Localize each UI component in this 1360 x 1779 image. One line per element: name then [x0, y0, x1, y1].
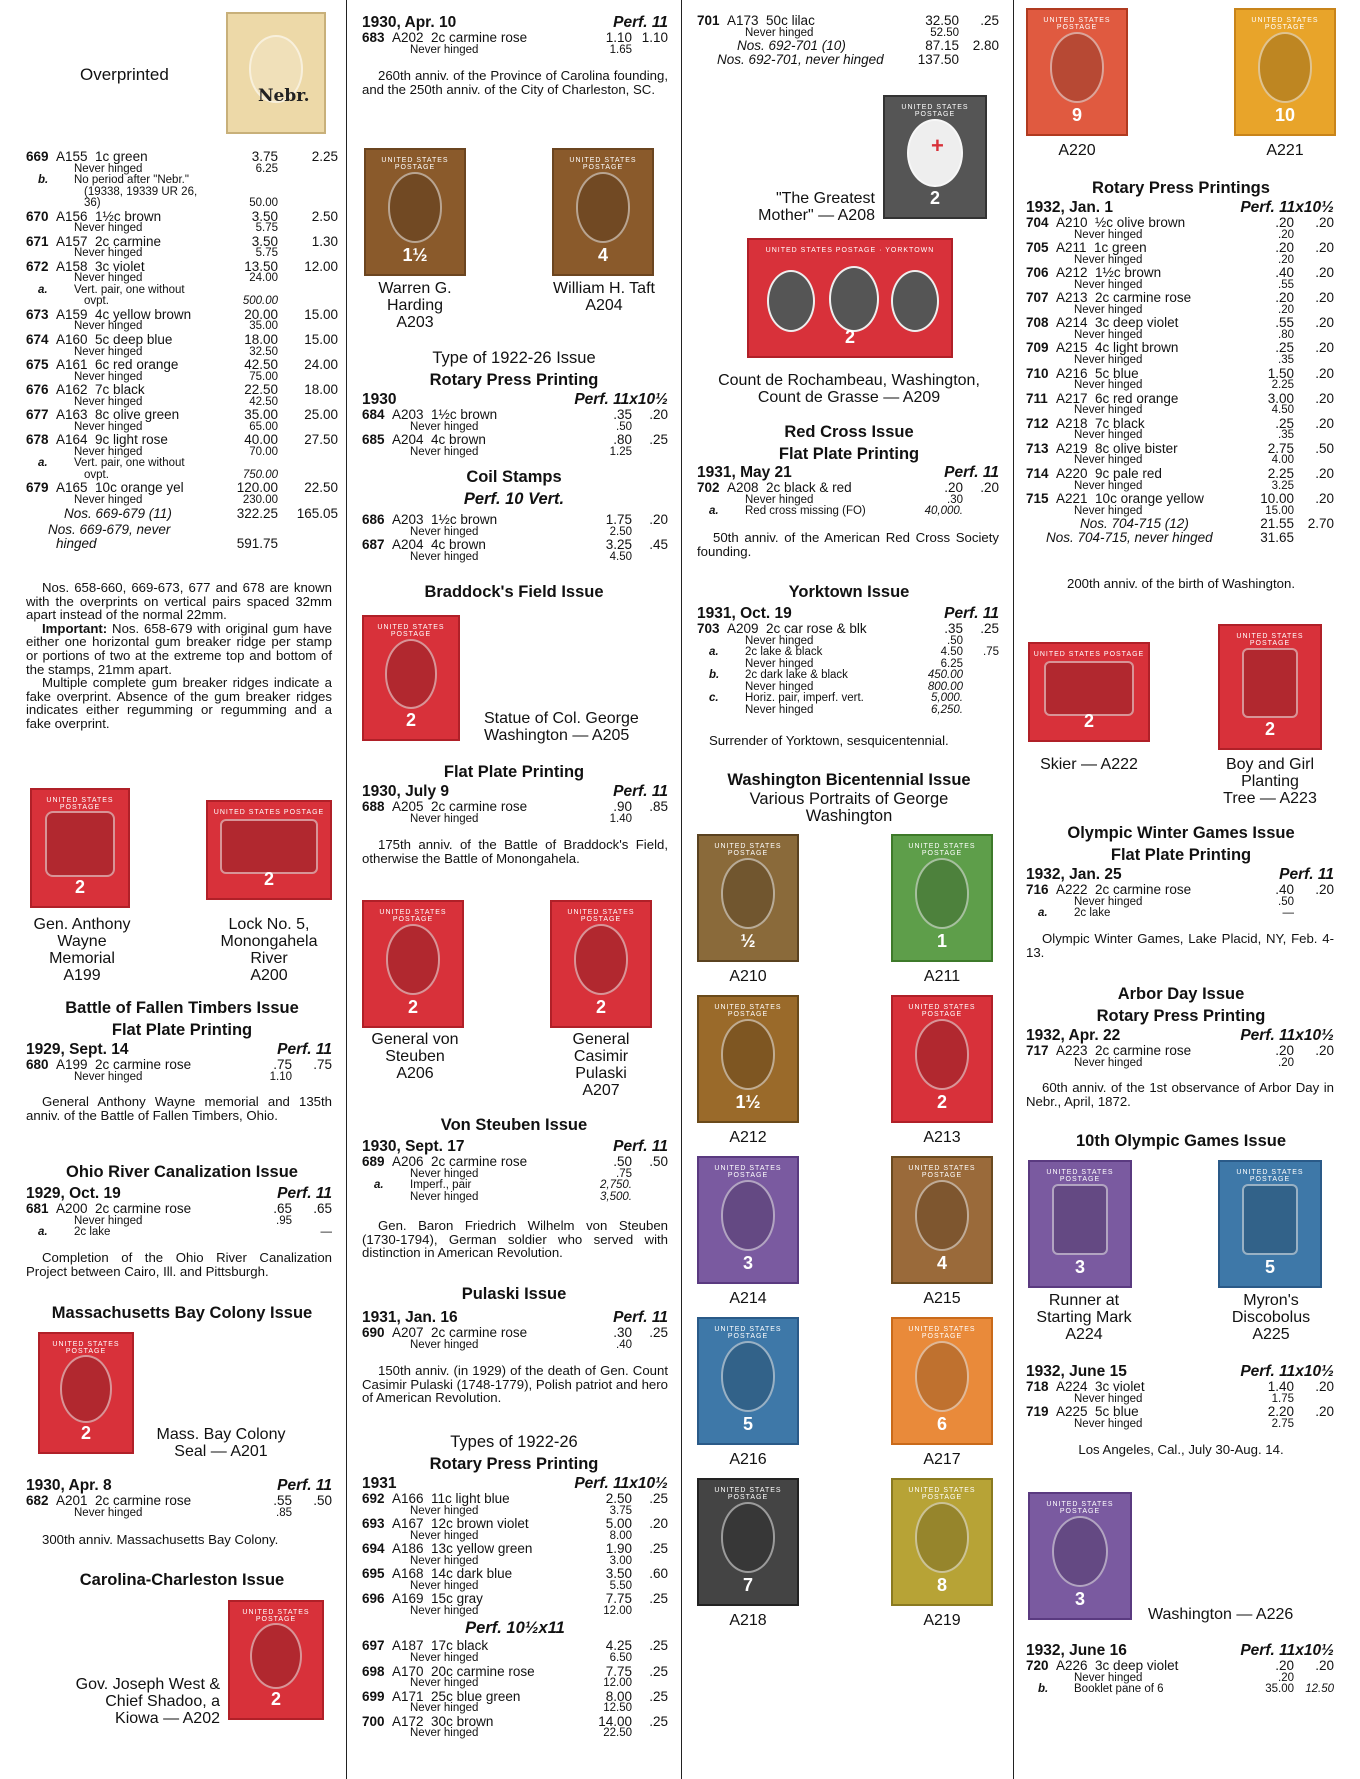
never-hinged-row: Never hinged .35	[1074, 429, 1294, 442]
note-716: Olympic Winter Games, Lake Placid, NY, Feb. 4-13.	[1026, 931, 1334, 960]
stamp-a201: UNITED STATES POSTAGE 2	[38, 1332, 134, 1454]
section-title: Type of 1922-26 Issue	[432, 349, 596, 367]
label-a220: A220	[1058, 142, 1096, 159]
caption-a222: Skier — A222	[1040, 756, 1138, 773]
caption-a202: Gov. Joseph West & Chief Shadoo, a Kiowa — A202	[75, 1676, 220, 1727]
stamp-a212: UNITED STATES POSTAGE 1½	[697, 995, 799, 1123]
stamp-a225: UNITED STATES POSTAGE 5	[1218, 1160, 1322, 1288]
stamp-a222: UNITED STATES POSTAGE 2	[1028, 642, 1150, 742]
caption-a207: General Casimir Pulaski A207	[572, 1031, 630, 1099]
column-3	[693, 0, 1005, 1779]
column-2	[358, 0, 670, 1779]
section-title: Von Steuben Issue	[440, 1116, 588, 1134]
section-title: Massachusetts Bay Colony Issue	[51, 1304, 313, 1322]
section-title: Carolina-Charleston Issue	[79, 1571, 285, 1589]
listing-row: 713 A219 8c olive bister 2.75 .50	[1026, 440, 1334, 456]
note-719: Los Angeles, Cal., July 30-Aug. 14.	[1078, 1442, 1284, 1457]
stamp-a210: UNITED STATES POSTAGE ½	[697, 834, 799, 962]
note-703: Surrender of Yorktown, sesquicentennial.	[709, 733, 949, 748]
note-683: 260th anniv. of the Province of Carolina founding, and the 250th anniv. of the City of Charleston, SC.	[362, 68, 668, 97]
never-hinged-row: Never hinged 2.25	[1074, 379, 1294, 392]
listing-692-700: 1931 Perf. 11x10½ 692 A166 11c light blue 2.50 .25 Never hinged 3.75 693 A167 12c brown violet 5.00 .20 Never hinged 8.00 694 A186 13c yellow green 1.90 .25 Never hinged 3.00 695 A168 14c dark blue 3.50 .60 Never hinged 5.50 696 A169 15c gray 7.75 .25 Never hinged 12.00 Perf. 10½x11 697 A187 17c black 4.25 .25 Never hinged 6.50 698 A170 20c carmine rose 7.75 .25 Never hinged 12.00 699 A171 25c blue green 8.00 .25 Never hinged 12.50 700 A172 30c brown 14.00 .25 Never hinged 22.50	[362, 1475, 668, 1740]
label-a216: A216	[729, 1451, 767, 1468]
stamp-a203: UNITED STATES POSTAGE 1½	[364, 148, 466, 276]
listing-row: 706 A212 1½c brown .40 .20	[1026, 265, 1334, 281]
listing-row: 670 A156 1½c brown 3.50 2.50	[26, 208, 338, 224]
never-hinged-row: Never hinged 4.50	[1074, 404, 1294, 417]
stamp-a220: UNITED STATES POSTAGE 9	[1026, 8, 1128, 136]
never-hinged-row: Never hinged .20	[1074, 303, 1294, 316]
printing-title: Flat Plate Printing	[443, 763, 585, 781]
listing-row: 676 A162 7c black 22.50 18.00	[26, 382, 338, 398]
section-title: 10th Olympic Games Issue	[1075, 1132, 1286, 1150]
listing-row: 678 A164 9c light rose 40.00 27.50	[26, 432, 338, 448]
printing-title: Flat Plate Printing	[1110, 846, 1252, 864]
never-hinged-row: Never hinged 4.00	[1074, 454, 1294, 467]
column-1	[26, 0, 338, 1779]
section-title: Washington Bicentennial Issue	[727, 771, 971, 789]
stamp-a207: UNITED STATES POSTAGE 2	[550, 900, 652, 1028]
label-a218: A218	[729, 1612, 767, 1629]
caption-a225: Myron's Discobolus A225	[1231, 1292, 1311, 1343]
stamp-a200: UNITED STATES POSTAGE 2	[206, 800, 332, 900]
label-a212: A212	[729, 1129, 767, 1146]
listing-row: 705 A211 1c green .20 .20	[1026, 240, 1334, 256]
stamp-a211: UNITED STATES POSTAGE 1	[891, 834, 993, 962]
printing-title: Flat Plate Printing	[111, 1021, 253, 1039]
stamp-a218: UNITED STATES POSTAGE 7	[697, 1478, 799, 1606]
label-a221: A221	[1266, 142, 1304, 159]
caption-a199: Gen. Anthony Wayne Memorial A199	[33, 916, 131, 984]
never-hinged-row: Never hinged .35	[1074, 354, 1294, 367]
section-title: Red Cross Issue	[784, 423, 914, 441]
listing-row: 712 A218 7c black .25 .20	[1026, 415, 1334, 431]
listing-row: 714 A220 9c pale red 2.25 .20	[1026, 465, 1334, 481]
stamp-a213: UNITED STATES POSTAGE 2	[891, 995, 993, 1123]
nebr-overprint-text: Nebr.	[258, 86, 310, 106]
stamp-a219: UNITED STATES POSTAGE 8	[891, 1478, 993, 1606]
section-title: Braddock's Field Issue	[424, 583, 604, 601]
printing-title: Rotary Press Printing	[429, 1455, 599, 1473]
listing-row: 709 A215 4c light brown .25 .20	[1026, 340, 1334, 356]
printing-title: Rotary Press Printing	[1096, 1007, 1266, 1025]
never-hinged-row: Never hinged 15.00	[1074, 504, 1294, 517]
stamp-a204: UNITED STATES POSTAGE 4	[552, 148, 654, 276]
printing-title: Rotary Press Printings	[1092, 179, 1270, 197]
listing-720: 1932, June 16 Perf. 11x10½ 720 A226 3c deep violet .20 .20 Never hinged .20 b. Booklet pane of 6 35.00 12.50	[1026, 1642, 1334, 1696]
listing-row: 704 A210 ½c olive brown .20 .20	[1026, 215, 1334, 230]
label-a215: A215	[923, 1290, 961, 1307]
stamp-a208: UNITED STATES POSTAGE + 2	[883, 95, 987, 219]
listing-717: 1932, Apr. 22 Perf. 11x10½ 717 A223 2c carmine rose .20 .20 Never hinged .20	[1026, 1027, 1334, 1069]
stamp-a206: UNITED STATES POSTAGE 2	[362, 900, 464, 1028]
note-681: Completion of the Ohio River Canalization Project between Cairo, Ill. and Pittsburgh.	[26, 1250, 332, 1279]
listing-684: 1930 Perf. 11x10½ 684 A203 1½c brown .35 .20 Never hinged .50 685 A204 4c brown .80 .25 Never hinged 1.25	[362, 391, 668, 458]
stamp-a205: UNITED STATES POSTAGE 2	[362, 615, 460, 741]
stamp-a202: UNITED STATES POSTAGE 2	[228, 1600, 324, 1720]
section-title: Coil Stamps	[466, 468, 562, 486]
never-hinged-row: Never hinged .55	[1074, 278, 1294, 291]
label-a211: A211	[923, 968, 961, 985]
listing-row: 673 A159 4c yellow brown 20.00 15.00	[26, 306, 338, 322]
listing-row: 677 A163 8c olive green 35.00 25.00	[26, 407, 338, 423]
listing-680: 1929, Sept. 14 Perf. 11 680 A199 2c carmine rose .75 .75 Never hinged 1.10	[26, 1041, 332, 1083]
listing-row: 708 A214 3c deep violet .55 .20	[1026, 315, 1334, 331]
listing-681: 1929, Oct. 19 Perf. 11 681 A200 2c carmine rose .65 .65 Never hinged .95 a. 2c lake —	[26, 1185, 332, 1239]
stamp-a199: UNITED STATES POSTAGE 2	[30, 788, 130, 908]
label-a219: A219	[923, 1612, 961, 1629]
listing-row: 711 A217 6c red orange 3.00 .20	[1026, 390, 1334, 406]
stamp-a226: UNITED STATES POSTAGE 3	[1028, 1492, 1132, 1620]
caption-a208: "The Greatest Mother" — A208	[758, 190, 875, 224]
listing-row: 715 A221 10c orange yellow 10.00 .20	[1026, 491, 1334, 507]
listing-686: 686 A203 1½c brown 1.75 .20 Never hinged 2.50 687 A204 4c brown 3.25 .45 Never hinged 4.50	[362, 512, 668, 563]
note-669: Nos. 658-660, 669-673, 677 and 678 are known with the overprints on vertical pairs spaced 32mm apart instead of the normal 22mm. Important: Nos. 658-679 with original gum have either one horizontal gum breaker ridge per stamp or portions of two at the extreme top and bottom of the stamps, 21mm apart. Multiple complete gum breaker ridges indicate a fake overprint. Absence of the gum breaker ridges indicates either regumming or regumming and a fake overprint.	[26, 580, 332, 731]
caption-a201: Mass. Bay Colony Seal — A201	[156, 1426, 286, 1460]
caption-a204: William H. Taft A204	[553, 280, 655, 314]
listing-row: 707 A213 2c carmine rose .20 .20	[1026, 290, 1334, 306]
caption-a226: Washington — A226	[1148, 1606, 1294, 1623]
stamp-nebr-overprint	[226, 12, 326, 134]
caption-a206: General von Steuben A206	[371, 1031, 459, 1082]
section-title: Pulaski Issue	[461, 1285, 567, 1303]
stamp-a215: UNITED STATES POSTAGE 4	[891, 1156, 993, 1284]
never-hinged-row: Never hinged 3.25	[1074, 479, 1294, 492]
listing-703: 1931, Oct. 19 Perf. 11 703 A209 2c car rose & blk .35 .25 Never hinged .50 a. 2c lake & black 4.50 .75 Never hinged 6.25 b. 2c dark lake & black 450.00 Never hinged 800.00 c. Horiz. pair, imperf. vert. 5,000. Never hinged 6,250.	[697, 605, 999, 716]
caption-a200: Lock No. 5, Monongahela River A200	[220, 916, 318, 984]
note-680: General Anthony Wayne memorial and 135th anniv. of the Battle of Fallen Timbers, Ohio.	[26, 1094, 332, 1123]
stamp-a216: UNITED STATES POSTAGE 5	[697, 1317, 799, 1445]
section-title: Arbor Day Issue	[1117, 985, 1245, 1003]
caption-a203: Warren G. Harding A203	[378, 280, 452, 331]
stamp-a217: UNITED STATES POSTAGE 6	[891, 1317, 993, 1445]
stamp-a223: UNITED STATES POSTAGE 2	[1218, 624, 1322, 750]
note-690: 150th anniv. (in 1929) of the death of Gen. Count Casimir Pulaski (1748-1779), Polish patriot and hero of American Revolution.	[362, 1363, 668, 1406]
listing-683: 1930, Apr. 10 Perf. 11 683 A202 2c carmine rose 1.10 1.10 Never hinged 1.65	[362, 14, 668, 56]
caption-a224: Runner at Starting Mark A224	[1036, 1292, 1132, 1343]
listing-row: 669 A155 1c green 3.75 2.25	[26, 149, 338, 164]
note-689: Gen. Baron Friedrich Wilhelm von Steuben (1730-1794), German soldier who served with distinction in American Revolution.	[362, 1218, 668, 1261]
note-682: 300th anniv. Massachusetts Bay Colony.	[42, 1532, 279, 1547]
stamp-a209: UNITED STATES POSTAGE · YORKTOWN 2	[747, 238, 953, 358]
listing-704-715: 1932, Jan. 1 Perf. 11x10½ 704 A210 ½c olive brown .20 .20 Never hinged .20 705 A211 1c green .20 .20 Never hinged .20 706 A212 1½c brown .40 .20 Never hinged .55 707 A213 2c carmine rose .20 .20 Never hinged .20 708 A214 3c deep violet .55 .20 Never hinged .80 709 A215 4c light brown .25 .20 Never hinged .35 710 A216 5c blue 1.50 .20 Never hinged 2.25 711 A217 6c red orange 3.00 .20 Never hinged 4.50 712 A218 7c black .25 .20 Never hinged .35 713 A219 8c olive bister 2.75 .50 Never hinged 4.00 714 A220 9c pale red 2.25 .20 Never hinged 3.25 715 A221 10c orange yellow 10.00 .20 Never hinged 15.00 Nos. 704-715 (12) 21.55 2.70 Nos. 704-715, never hinged 31.65	[1026, 199, 1334, 546]
note-702: 50th anniv. of the American Red Cross Society founding.	[697, 530, 999, 559]
stamp-a224: UNITED STATES POSTAGE 3	[1028, 1160, 1132, 1288]
section-title: Types of 1922-26	[450, 1433, 578, 1451]
listing-row: 672 A158 3c violet 13.50 12.00	[26, 258, 338, 274]
never-hinged-row: Never hinged .20	[1074, 253, 1294, 266]
label-a214: A214	[729, 1290, 767, 1307]
section-title: Yorktown Issue	[788, 583, 910, 601]
caption-a223: Boy and Girl Planting Tree — A223	[1223, 756, 1317, 807]
listing-row: 671 A157 2c carmine 3.50 1.30	[26, 233, 338, 249]
note-717: 60th anniv. of the 1st observance of Arbor Day in Nebr., April, 1872.	[1026, 1080, 1334, 1109]
label-a213: A213	[923, 1129, 961, 1146]
listing-689: 1930, Sept. 17 Perf. 11 689 A206 2c carmine rose .50 .50 Never hinged .75 a. Imperf., pair 2,750. Never hinged 3,500.	[362, 1138, 668, 1203]
label-a217: A217	[923, 1451, 961, 1468]
printing-title: Flat Plate Printing	[778, 445, 920, 463]
label-a210: A210	[729, 968, 767, 985]
listing-669-679: 669 A155 1c green 3.75 2.25 Never hinged 6.25 b. No period after "Nebr." (19338, 19339 UR 26, 36) 50.00 670 A156 1½c brown 3.50 2.50 Never hinged 5.75 671 A157 2c carmine 3.50 1.30 Never hinged 5.75 672 A158 3c violet 13.50 12.00 Never hinged 24.00 a. Vert. pair, one without ovpt. 500.00 673 A159 4c yellow brown 20.00 15.00 Never hinged 35.00 674 A160 5c deep blue 18.00 15.00 Never hinged 32.50 675 A161 6c red orange 42.50 24.00 Never hinged 75.00 676 A162 7c black 22.50 18.00 Never hinged 42.50 677 A163 8c olive green 35.00 25.00 Never hinged 65.00 678 A164 9c light rose 40.00 27.50 Never hinged 70.00 a. Vert. pair, one without ovpt. 750.00 679 A165 10c orange yel 120.00 22.50 Never hinged 230.00 Nos. 669-679 (11) 322.25 165.05 Nos. 669-679, never hinged 591.75	[26, 149, 338, 551]
section-subtitle: Various Portraits of George Washington	[749, 790, 949, 825]
perf-title: Perf. 10 Vert.	[463, 490, 565, 508]
column-4	[1022, 0, 1340, 1779]
overprinted-caption: Overprinted	[80, 65, 169, 84]
listing-682: 1930, Apr. 8 Perf. 11 682 A201 2c carmine rose .55 .50 Never hinged .85	[26, 1477, 332, 1519]
never-hinged-row: Never hinged .20	[1074, 228, 1294, 241]
section-title: Ohio River Canalization Issue	[66, 1163, 298, 1181]
listing-718-719: 1932, June 15 Perf. 11x10½ 718 A224 3c violet 1.40 .20 Never hinged 1.75 719 A225 5c blue 2.20 .20 Never hinged 2.75	[1026, 1363, 1334, 1430]
note-715: 200th anniv. of the birth of Washington.	[1067, 576, 1295, 591]
listing-row: 675 A161 6c red orange 42.50 24.00	[26, 357, 338, 373]
caption-a205: Statue of Col. George Washington — A205	[484, 710, 639, 744]
listing-688: 1930, July 9 Perf. 11 688 A205 2c carmine rose .90 .85 Never hinged 1.40	[362, 783, 668, 825]
stamp-a214: UNITED STATES POSTAGE 3	[697, 1156, 799, 1284]
section-title: Battle of Fallen Timbers Issue	[65, 999, 299, 1017]
never-hinged-row: Never hinged .80	[1074, 328, 1294, 341]
section-title: Olympic Winter Games Issue	[1067, 824, 1295, 842]
listing-690: 1931, Jan. 16 Perf. 11 690 A207 2c carmine rose .30 .25 Never hinged .40	[362, 1309, 668, 1351]
caption-a209: Count de Rochambeau, Washington, Count de Grasse — A209	[718, 372, 980, 406]
stamp-a221: UNITED STATES POSTAGE 10	[1234, 8, 1336, 136]
listing-row: 710 A216 5c blue 1.50 .20	[1026, 365, 1334, 381]
note-688: 175th anniv. of the Battle of Braddock's Field, otherwise the Battle of Monongahela.	[362, 837, 668, 866]
listing-row: 679 A165 10c orange yel 120.00 22.50	[26, 480, 338, 496]
printing-title: Rotary Press Printing	[429, 371, 599, 389]
listing-702: 1931, May 21 Perf. 11 702 A208 2c black & red .20 .20 Never hinged .30 a. Red cross missing (FO) 40,000.	[697, 464, 999, 518]
listing-row: 674 A160 5c deep blue 18.00 15.00	[26, 331, 338, 347]
listing-701: 701 A173 50c lilac 32.50 .25 Never hinged 52.50 Nos. 692-701 (10) 87.15 2.80 Nos. 692-701, never hinged 137.50	[697, 13, 999, 68]
listing-716: 1932, Jan. 25 Perf. 11 716 A222 2c carmine rose .40 .20 Never hinged .50 a. 2c lake —	[1026, 866, 1334, 920]
